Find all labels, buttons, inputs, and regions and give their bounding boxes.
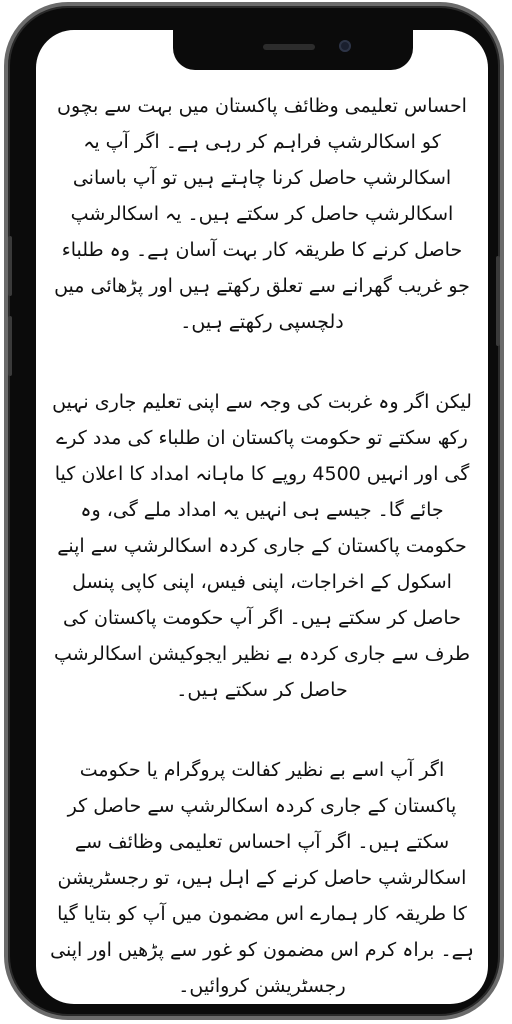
notch xyxy=(173,30,413,70)
speaker-grille xyxy=(263,44,315,50)
camera-icon xyxy=(339,40,351,52)
phone-frame xyxy=(4,2,504,1020)
article-paragraph-1: احساس تعلیمی وظائف پاکستان میں بہت سے بچوں کو اسکالرشپ فراہم کر رہی ہے۔ اگر آپ یہ اسکالرشپ حاصل کرنا چاہتے ہیں تو آپ باسانی اسکالرشپ حاصل کر سکتے ہیں۔ یہ اسکالرشپ حاصل کرنے کا طریقہ کار بہت آسان ہے۔ وہ طلباء جو غریب گھرانے سے تعلق رکھتے ہیں اور پڑھائی میں دلچسپی رکھتے ہیں۔ xyxy=(54,95,470,333)
article-paragraph-3: اگر آپ اسے بے نظیر کفالت پروگرام یا حکومت پاکستان کے جاری کردہ اسکالرشپ سے حاصل کر سکتے ہیں۔ اگر آپ احساس تعلیمی وظائف سے اسکالرشپ حاصل کرنے کے اہل ہیں، تو رجسٹریشن کا طریقہ کار ہمارے اس مضمون میں آپ کو بتایا گیا ہے۔ براہ کرم اس مضمون کو غور سے پڑھیں اور اپنی رجسٹریشن کروائیں۔ xyxy=(50,759,474,997)
phone-screen[interactable] xyxy=(36,30,488,1004)
volume-up-button xyxy=(8,236,12,296)
article-paragraph-2: لیکن اگر وہ غربت کی وجہ سے اپنی تعلیم جاری نہیں رکھ سکتے تو حکومت پاکستان ان طلباء کی مدد کرے گی اور انہیں 4500 روپے کا ماہانہ امداد کا اعلان کیا جائے گا۔ جیسے ہی انہیں یہ امداد ملے گی، وہ حکومت پاکستان کے جاری کردہ اسکالرشپ سے اپنے اسکول کے اخراجات، اپنی فیس، اپنی کاپی پنسل حاصل کر سکتے ہیں۔ اگر آپ حکومت پاکستان کی طرف سے جاری کردہ بے نظیر ایجوکیشن اسکالرشپ حاصل کر سکتے ہیں۔ xyxy=(52,391,472,701)
power-button xyxy=(496,256,500,346)
article-body xyxy=(50,88,474,1004)
volume-down-button xyxy=(8,316,12,376)
